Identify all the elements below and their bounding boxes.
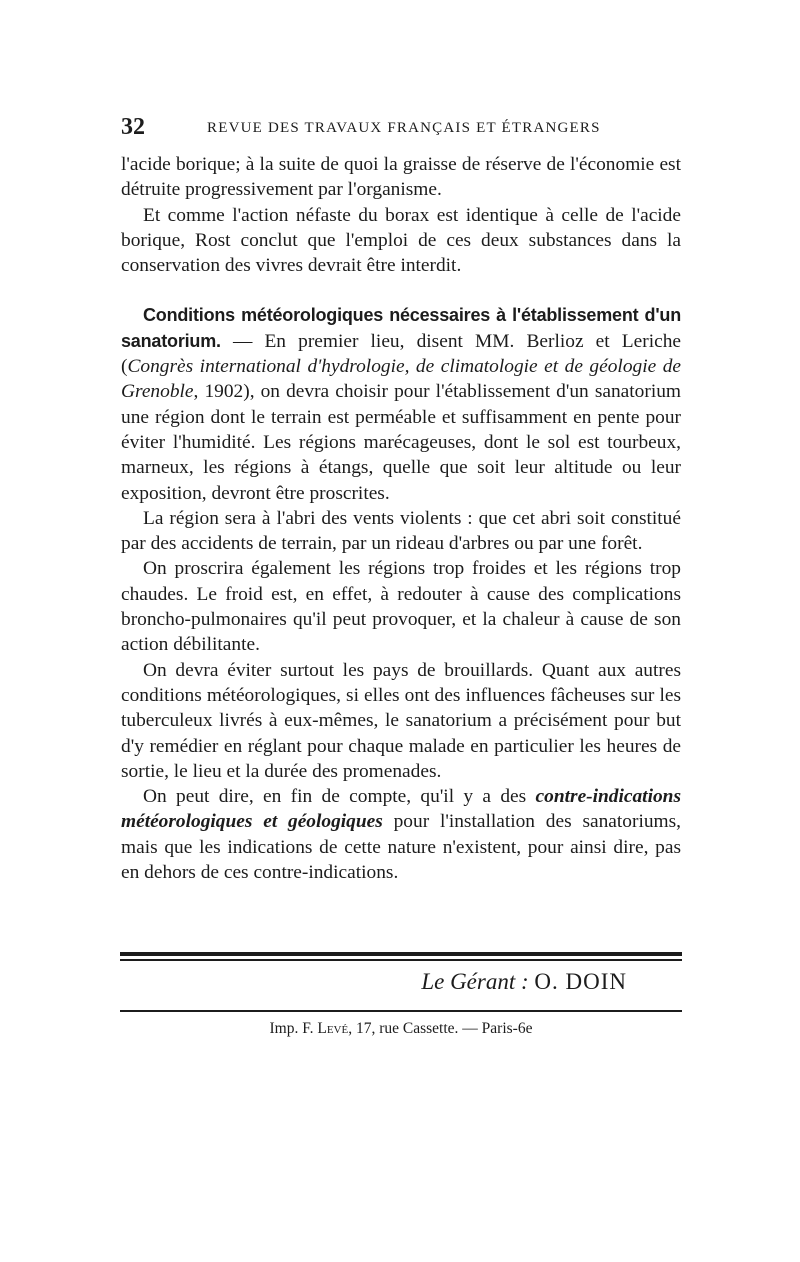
manager-signature (121, 969, 681, 995)
thin-rule (120, 959, 682, 961)
paragraph-winds: La région sera à l'abri des vents violents : que cet abri soit constitué par des accidents de terrain, par un rideau d'arbres ou par une forêt. (121, 507, 681, 555)
paragraph-climate: On proscrira également les régions trop froides et les régions trop chaudes. Le froid est, en effet, à redouter à cause des complications broncho-pulmonaires qu'il peut provoquer, et la chaleur à cause de son action débilitante. (121, 558, 681, 656)
printer-imprint (121, 1020, 681, 1038)
paragraph-continuation: l'acide borique; à la suite de quoi la graisse de réserve de l'économie est détruite progressivement par l'organisme. (121, 154, 681, 201)
paragraph-section-intro (121, 303, 681, 505)
running-title: REVUE DES TRAVAUX FRANÇAIS ET ÉTRANGERS (207, 120, 601, 136)
manager-name: O. DOIN (534, 969, 627, 994)
footer-rule (120, 1010, 682, 1012)
page-header (121, 114, 681, 144)
citation: Congrès international d'hydrologie, de climatologie et de géologie de Grenoble (121, 356, 681, 403)
section-intro-start: — En premier lieu, disent MM. Berlioz et Leriche ( (121, 330, 681, 378)
double-rule-divider (120, 952, 682, 962)
paragraph-borax: Et comme l'action néfaste du borax est identique à celle de l'acide borique, Rost conclut que l'emploi de ces deux substances dans la conservation des vivres devrait être interdit. (121, 204, 681, 277)
thick-rule (120, 952, 682, 956)
imprint-prefix: Imp. F. (269, 1020, 318, 1037)
manager-label: Le Gérant : (421, 969, 529, 994)
conclusion-start: On peut dire, en fin de compte, qu'il y a des (143, 786, 536, 808)
paragraph-conclusion (121, 784, 681, 885)
page-number: 32 (121, 114, 145, 140)
section-intro-rest: , 1902), on devra choisir pour l'établissement d'un sanatorium une région dont le terrain est perméable et suffisamment en pente pour éviter l'humidité. Les régions marécageuses, dont le sol est tourbeux, marneux, les régions à étangs, quelle que soit leur altitude ou leur exposition, devront être proscrites. (121, 381, 681, 504)
section-heading: Conditions météorologiques nécessaires à l'établissement d'un sanatorium. (121, 305, 681, 351)
conclusion-emphasis: contre-indications météorologiques et géologiques (121, 786, 681, 833)
imprint-printer-name: Levé (317, 1020, 349, 1037)
imprint-address: , 17, rue Cassette. — Paris-6e (348, 1020, 533, 1037)
conclusion-end: pour l'installation des sanatoriums, mais que les indications de cette nature n'existent, pour ainsi dire, pas en dehors de ces contre-indications. (121, 811, 681, 884)
body-text (121, 152, 681, 885)
section-spacer (121, 278, 681, 303)
paragraph-fog: On devra éviter surtout les pays de brouillards. Quant aux autres conditions météorologiques, si elles ont des influences fâcheuses sur les tuberculeux livrés à eux-mêmes, le sanatorium a précisément pour but d'y remédier en réglant pour chaque malade en particulier les heures de sortie, le lieu et la durée des promenades. (121, 659, 681, 782)
